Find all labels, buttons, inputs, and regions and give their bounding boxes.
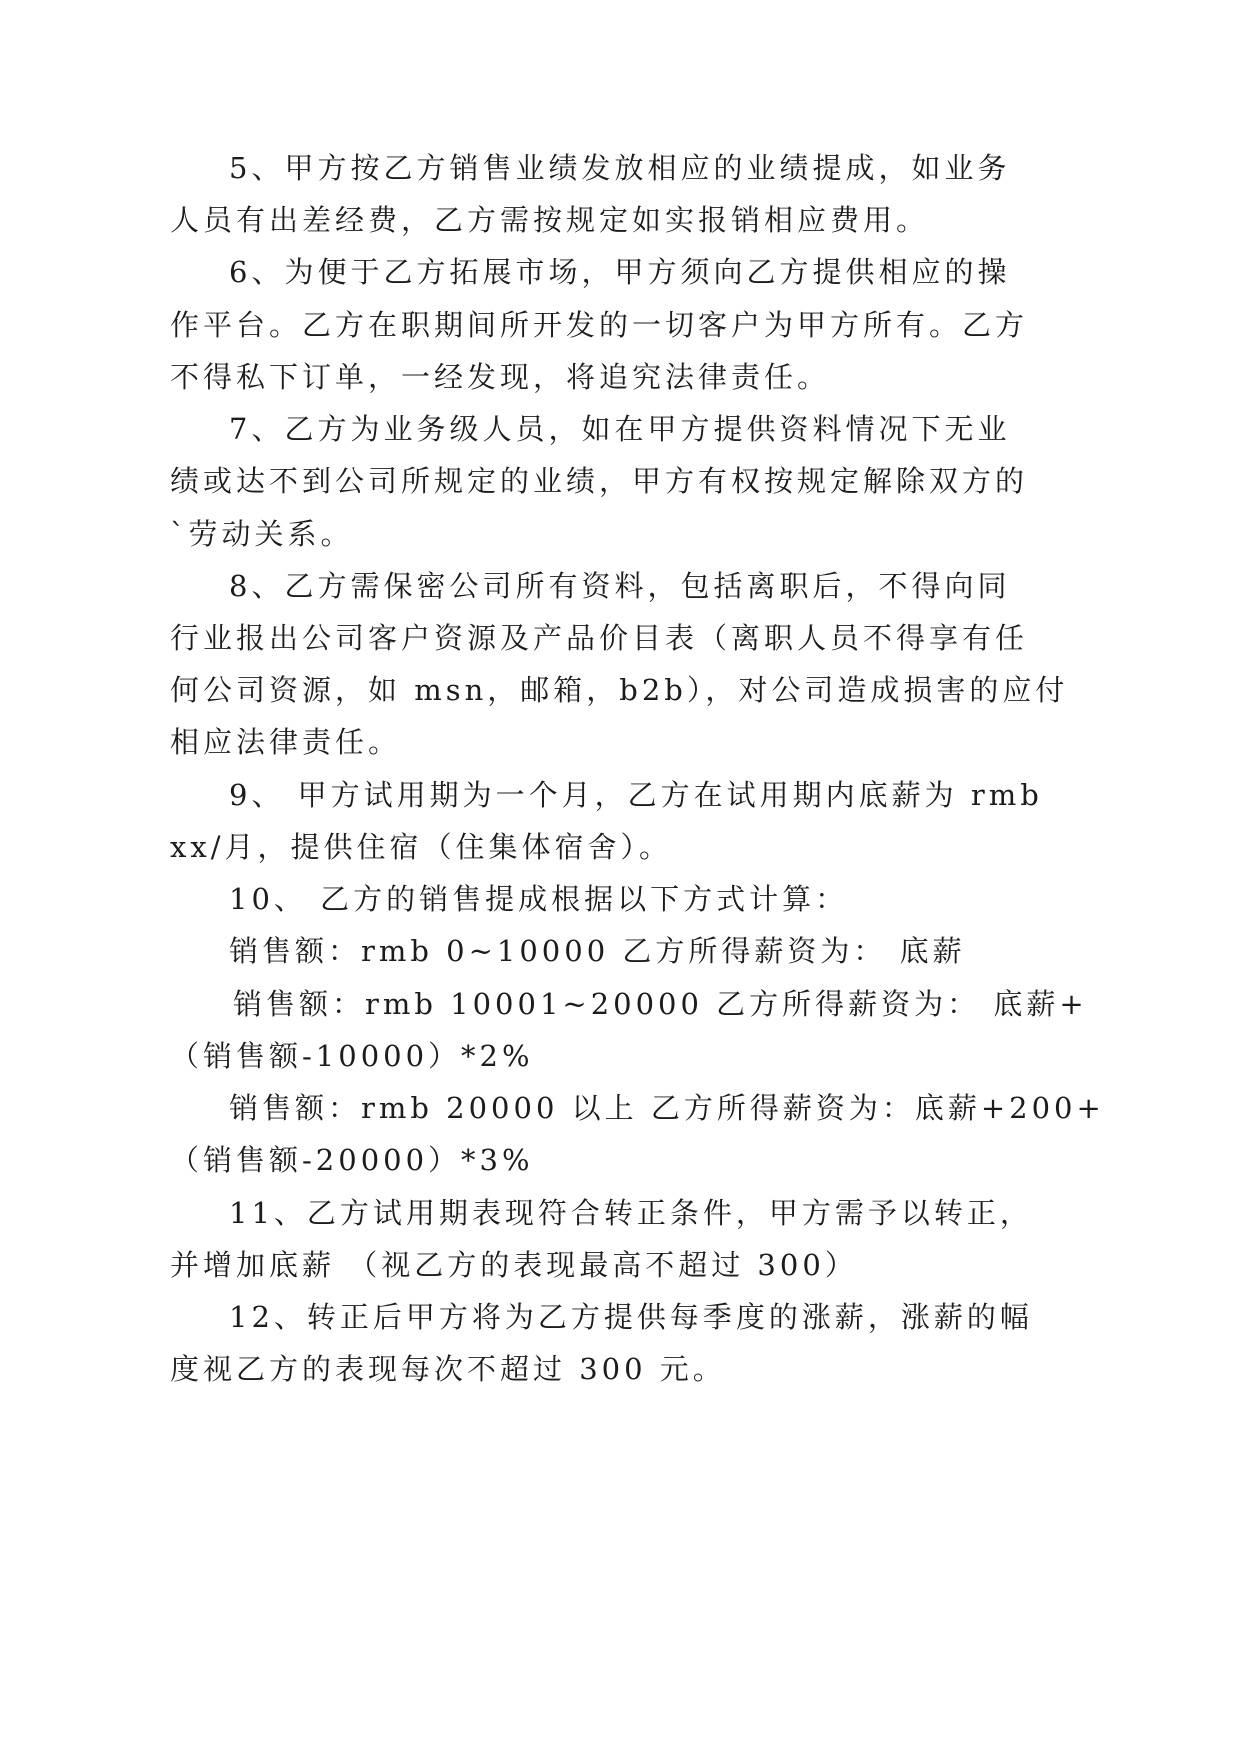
text-line: 销售额：rmb 0~10000 乙方所得薪资为： 底薪	[229, 934, 966, 968]
text-line: 作平台。乙方在职期间所开发的一切客户为甲方所有。乙方	[170, 308, 1029, 342]
text-line: 不得私下订单，一经发现，将追究法律责任。	[170, 360, 831, 394]
text-line: 何公司资源，如 msn，邮箱，b2b），对公司造成损害的应付	[170, 673, 1069, 707]
text-line: 销售额：rmb 10001~20000 乙方所得薪资为： 底薪+	[233, 987, 1088, 1021]
text-line: 9、 甲方试用期为一个月，乙方在试用期内底薪为 rmb	[229, 778, 1043, 812]
text-line: 人员有出差经费，乙方需按规定如实报销相应费用。	[170, 203, 930, 237]
text-line: 度视乙方的表现每次不超过 300 元。	[170, 1352, 726, 1386]
text-line: 10、 乙方的销售提成根据以下方式计算：	[229, 882, 849, 916]
text-line: 6、为便于乙方拓展市场，甲方须向乙方提供相应的操	[229, 255, 1011, 289]
text-line: 11、乙方试用期表现符合转正条件，甲方需予以转正，	[229, 1196, 1033, 1230]
text-line: 5、甲方按乙方销售业绩发放相应的业绩提成，如业务	[229, 151, 1011, 185]
text-line: 行业报出公司客户资源及产品价目表（离职人员不得享有任	[170, 621, 1029, 655]
text-line: `劳动关系。	[170, 517, 354, 551]
text-line: xx/月，提供住宿（住集体宿舍）。	[170, 830, 672, 864]
text-line: 相应法律责任。	[170, 725, 402, 759]
text-line: （销售额-20000）*3%	[170, 1143, 534, 1177]
text-line: （销售额-10000）*2%	[170, 1039, 534, 1073]
text-line: 12、转正后甲方将为乙方提供每季度的涨薪，涨薪的幅	[229, 1300, 1033, 1334]
text-line: 并增加底薪 （视乙方的表现最高不超过 300）	[170, 1248, 858, 1282]
text-line: 销售额：rmb 20000 以上 乙方所得薪资为：底薪+200+	[229, 1091, 1105, 1125]
text-line: 8、乙方需保密公司所有资料，包括离职后，不得向同	[229, 569, 1011, 603]
text-line: 7、乙方为业务级人员，如在甲方提供资料情况下无业	[229, 412, 1011, 446]
text-line: 绩或达不到公司所规定的业绩，甲方有权按规定解除双方的	[170, 464, 1029, 498]
